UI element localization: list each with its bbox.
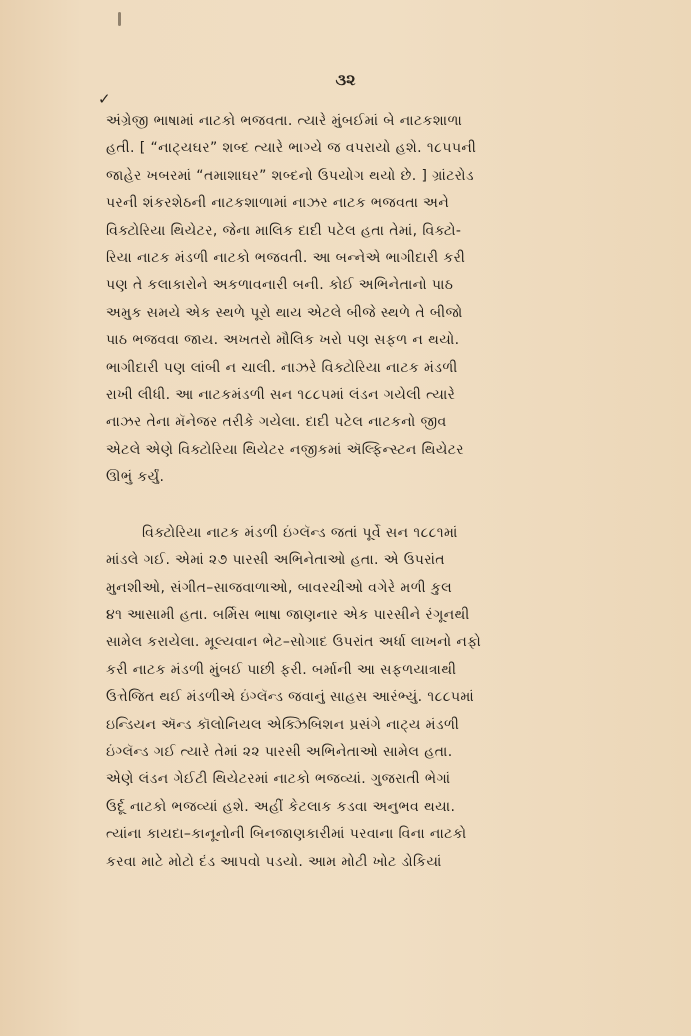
text-line: માંડલે ગઈ. એમાં ૨૭ પારસી અભિનેતાઓ હતા. એ ઉપરાંત [106, 552, 445, 569]
text-line: ઉત્તેજિત થઈ મંડળીએ ઇંગ્લૅન્ડ જવાનું સાહસ આરંભ્યું. ૧૮૮૫માં [106, 689, 475, 706]
text-line: ત્યાંના કાયદા–કાનૂનોની બિનજાણકારીમાં પરવાના વિના નાટકો [106, 826, 467, 843]
text-line: રિયા નાટક મંડળી નાટકો ભજવતી. આ બન્નેએ ભાગીદારી કરી [106, 250, 466, 267]
body-text [106, 108, 626, 876]
text-line: અંગ્રેજી ભાષામાં નાટકો ભજવતા. ત્યારે મુંબઈમાં બે નાટકશાળા [106, 113, 463, 129]
text-line: વિક્ટોરિયા નાટક મંડળી ઇંગ્લૅન્ડ જતાં પૂર્વે સન ૧૮૮૧માં [142, 524, 458, 541]
text-line: ૪૧ આસામી હતા. બર્મિસ ભાષા જાણનાર એક પારસીને રંગૂનથી [106, 606, 470, 623]
text-line: એણે લંડન ગેઈટી થિયેટરમાં નાટકો ભજવ્યાં. ગુજરાતી ભેગાં [106, 771, 451, 788]
pencil-tick-mark: ✓ [98, 90, 111, 108]
text-line: મુનશીઓ, સંગીત–સાજવાળાઓ, બાવરચીઓ વગેરે મળી કુલ [106, 579, 453, 596]
text-line: ભાગીદારી પણ લાંબી ન ચાલી. નાઝરે વિક્ટોરિયા નાટક મંડળી [106, 359, 458, 376]
text-line: પાઠ ભજવવા જાય. અખતરો મૌલિક ખરો પણ સફળ ન થયો. [106, 332, 460, 349]
text-line: ઉર્દૂ નાટકો ભજવ્યાં હશે. અહીં કેટલાક કડવા અનુભવ થયા. [106, 798, 456, 815]
text-line: હતી. [ “નાટ્યઘર” શબ્દ ત્યારે ભાગ્યે જ વપરાયો હશે. ૧૮૫૫ની [106, 140, 477, 157]
text-line: પણ તે કલાકારોને અકળાવનારી બની. કોઈ અભિનેતાનો પાઠ [106, 277, 454, 294]
text-line: નાઝર તેના મૅનેજર તરીકે ગયેલા. દાદી પટેલ નાટકનો જીવ [106, 414, 447, 431]
text-line: કરવા માટે મોટો દંડ આપવો પડયો. આમ મોટી ખોટ ડોકિયાં [106, 853, 442, 870]
page-number: ૩૨ [335, 70, 356, 89]
ink-mark [118, 12, 121, 26]
text-line: ઇન્ડિયન ઍન્ડ કૉલોનિયલ એક્ઝિબિશન પ્રસંગે નાટ્ય મંડળી [106, 716, 460, 733]
text-line: પરની શંકરશેઠની નાટકશાળામાં નાઝર નાટક ભજવતા અને [106, 195, 450, 212]
text-line: એટલે એણે વિક્ટોરિયા થિયેટર નજીકમાં ઍલ્ફિન્સ્ટન થિયેટર [106, 441, 464, 458]
text-line: કરી નાટક મંડળી મુંબઈ પાછી ફરી. બર્માની આ સફળયાત્રાથી [106, 661, 457, 678]
text-line: સામેલ કરાયેલા. મૂલ્યવાન ભેટ–સોગાદ ઉપરાંત અર્ધા લાખનો નફો [106, 634, 482, 651]
paragraph [106, 520, 626, 876]
text-line: રાખી લીધી. આ નાટકમંડળી સન ૧૮૮૫માં લંડન ગયેલી ત્યારે [106, 387, 456, 404]
text-line: વિક્ટોરિયા થિયેટર, જેના માલિક દાદી પટેલ હતા તેમાં, વિક્ટો- [106, 222, 462, 239]
text-line: જાહેર ખબરમાં “તમાશાઘર” શબ્દનો ઉપયોગ થયો છે. ] ગ્રાંટરોડ [106, 167, 474, 184]
text-line: અમુક સમયે એક સ્થળે પૂરો થાય એટલે બીજે સ્થળે તે બીજો [106, 304, 463, 321]
text-line: ઇંગ્લૅન્ડ ગઈ ત્યારે તેમાં ૨૨ પારસી અભિનેતાઓ સામેલ હતા. [106, 743, 453, 760]
text-line: ઊભું કર્યું. [106, 469, 165, 486]
paragraph [106, 108, 626, 492]
